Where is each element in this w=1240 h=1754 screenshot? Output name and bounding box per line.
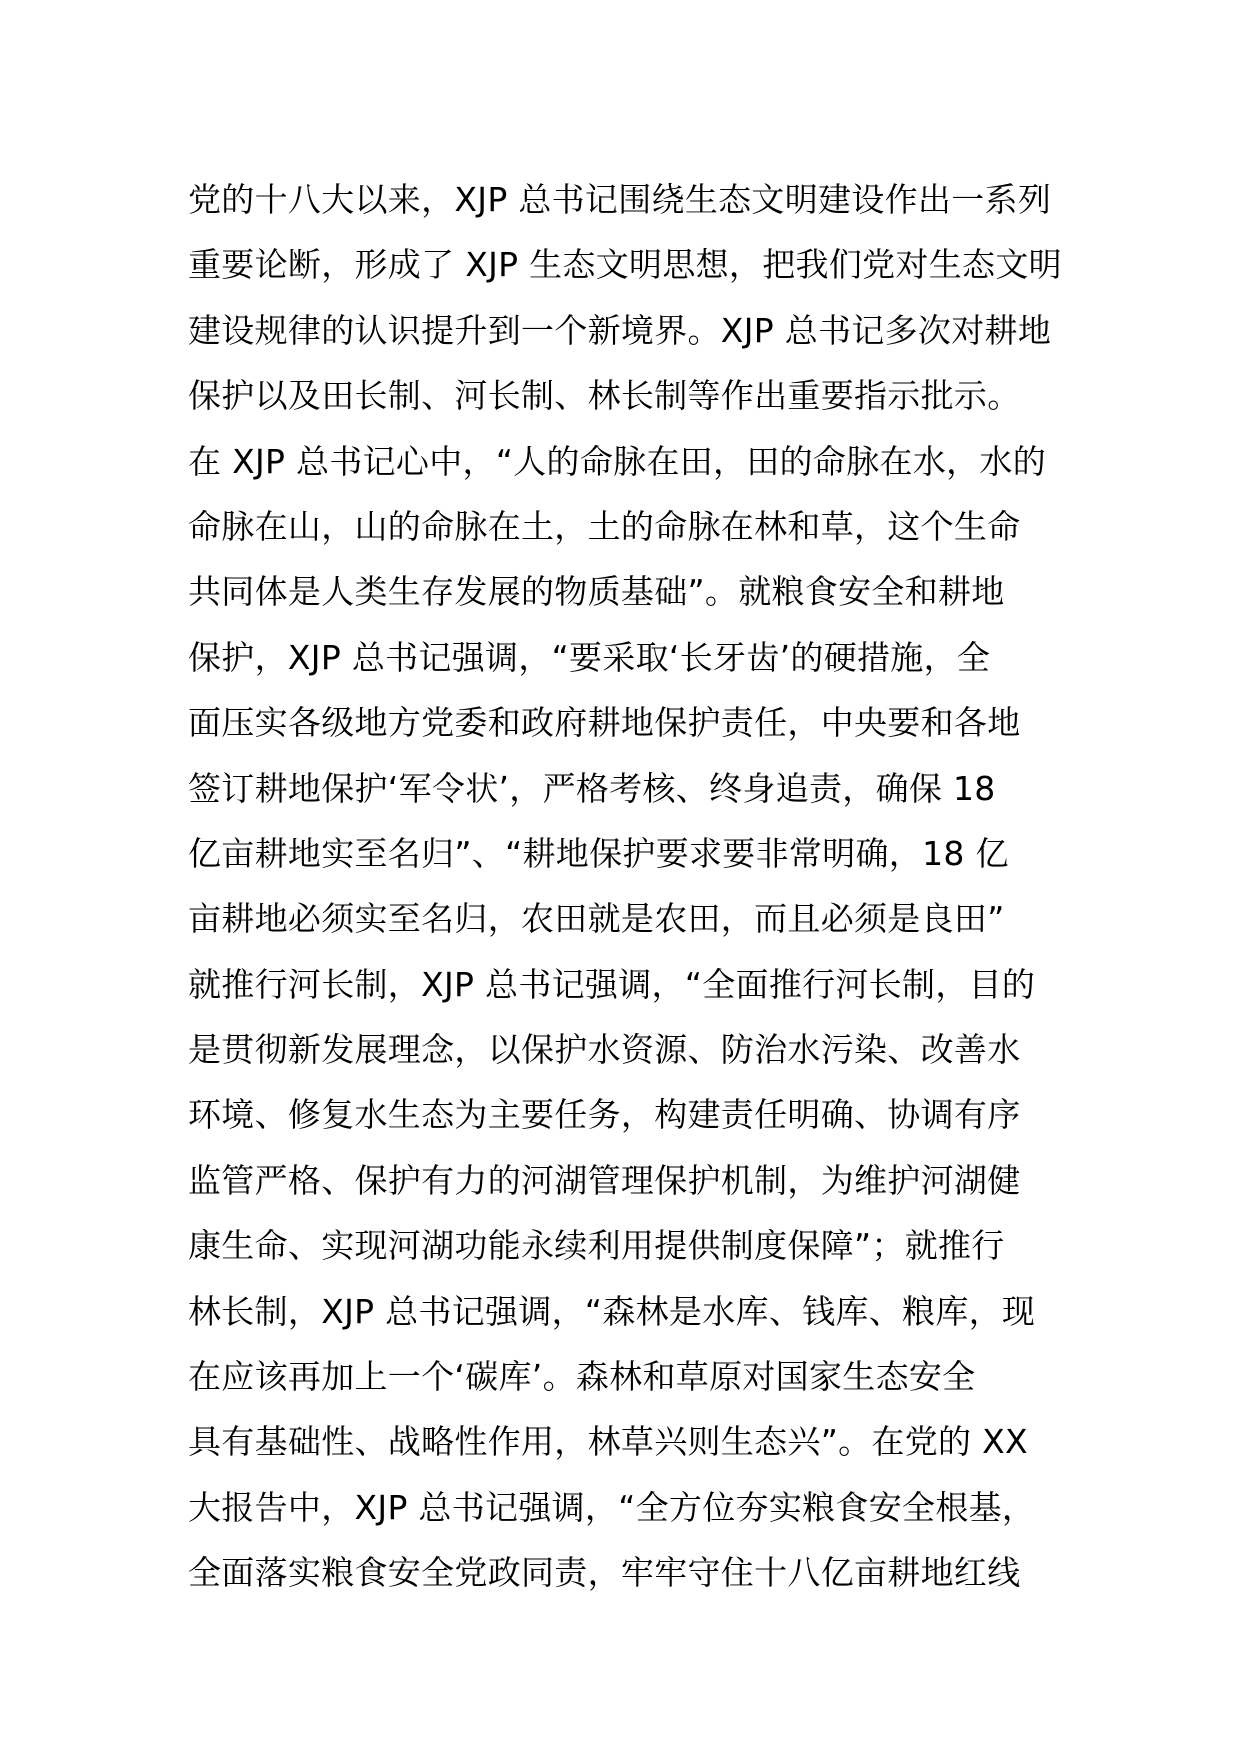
text-line: 保护，XJP 总书记强调，“要采取‘长牙齿’的硬措施，全 [188, 637, 991, 677]
text-line: 全面落实粮食安全党政同责，牢牢守住十八亿亩耕地红线 [188, 1553, 1021, 1593]
text-line: 面压实各级地方党委和政府耕地保护责任，中央要和各地 [188, 703, 1021, 743]
text-line: 在应该再加上一个‘碳库’。森林和草原对国家生态安全 [188, 1357, 976, 1397]
text-line: 大报告中，XJP 总书记强调，“全方位夯实粮食安全根基， [188, 1487, 1036, 1527]
body-paragraph [188, 167, 1068, 1606]
text-line: 党的十八大以来，XJP 总书记围绕生态文明建设作出一系列 [188, 180, 1052, 219]
text-line: 就推行河长制，XJP 总书记强调，“全面推行河长制，目的 [188, 964, 1036, 1004]
text-line: 亩耕地必须实至名归，农田就是农田，而且必须是良田” [188, 899, 1005, 939]
text-line: 监管严格、保护有力的河湖管理保护机制，为维护河湖健 [188, 1160, 1021, 1200]
text-line: 康生命、实现河湖功能永续利用提供制度保障”；就推行 [188, 1226, 1005, 1266]
text-line: 环境、修复水生态为主要任务，构建责任明确、协调有序 [188, 1095, 1021, 1135]
text-line: 林长制，XJP 总书记强调，“森林是水库、钱库、粮库，现 [188, 1291, 1036, 1331]
text-line: 重要论断，形成了 XJP 生态文明思想，把我们党对生态文明 [188, 245, 1062, 285]
text-line: 签订耕地保护‘军令状’，严格考核、终身追责，确保 18 [188, 768, 996, 808]
text-line: 建设规律的认识提升到一个新境界。XJP 总书记多次对耕地 [188, 310, 1052, 350]
text-line: 在 XJP 总书记心中，“人的命脉在田，田的命脉在水，水的 [188, 441, 1047, 481]
text-line: 具有基础性、战略性作用，林草兴则生态兴”。在党的 XX [188, 1422, 1028, 1462]
text-line: 是贯彻新发展理念，以保护水资源、防治水污染、改善水 [188, 1030, 1021, 1070]
text-line: 共同体是人类生存发展的物质基础”。就粮食安全和耕地 [188, 572, 1005, 612]
text-line: 亿亩耕地实至名归”、“耕地保护要求要非常明确，18 亿 [188, 833, 1009, 873]
text-line: 保护以及田长制、河长制、林长制等作出重要指示批示。 [188, 376, 1021, 416]
text-line: 命脉在山，山的命脉在土，土的命脉在林和草，这个生命 [188, 506, 1021, 546]
